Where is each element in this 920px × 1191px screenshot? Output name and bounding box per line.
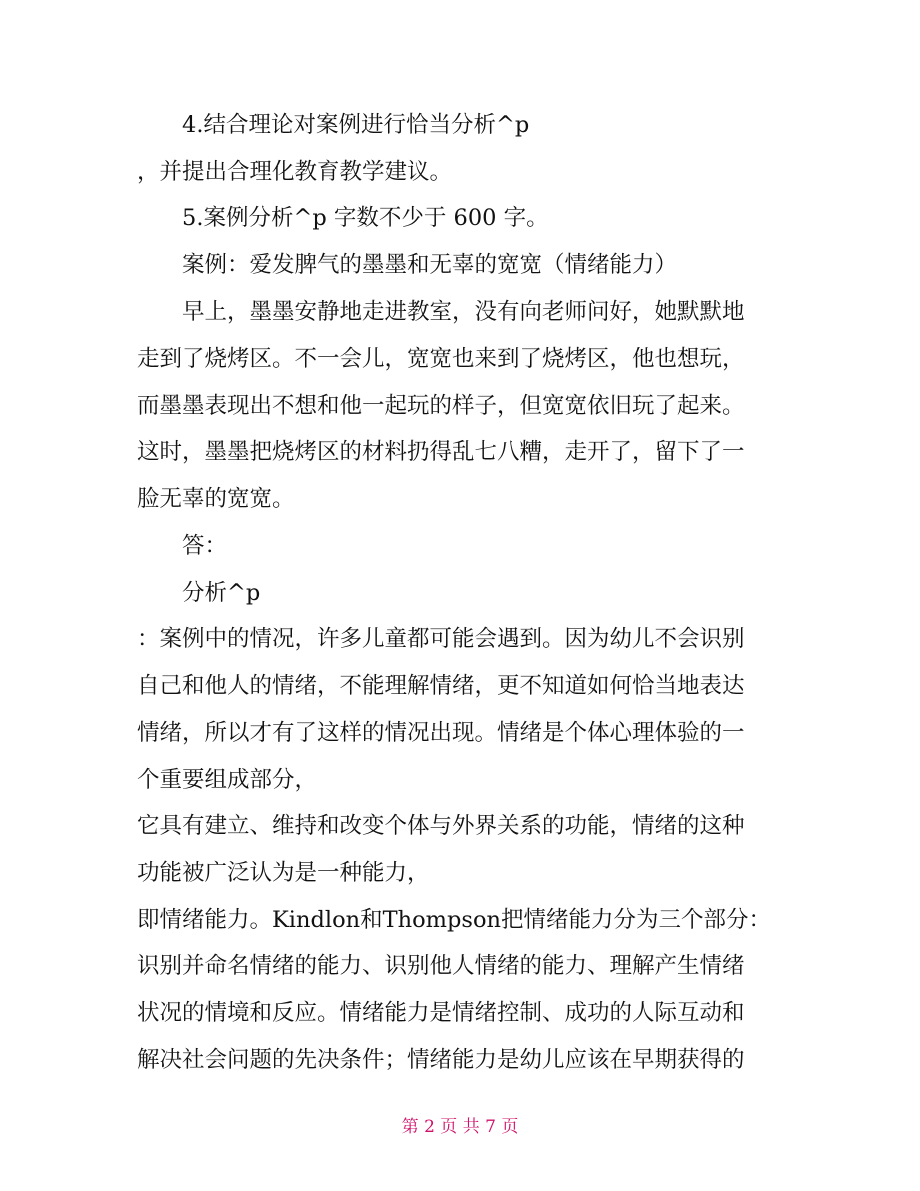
text-line: 个重要组成部分， (137, 767, 318, 793)
text-line: ，并提出合理化教育教学建议。 (137, 159, 453, 185)
text-line: 答： (182, 533, 228, 559)
text-line: 早上，墨墨安静地走进教室，没有向老师问好，她默默地 (182, 299, 745, 325)
text-line: 状况的情境和反应。情绪能力是情绪控制、成功的人际互动和 (137, 1000, 745, 1026)
text-line: 功能被广泛认为是一种能力， (137, 860, 430, 886)
text-line: 脸无辜的宽宽。 (137, 486, 295, 512)
text-line: 4.结合理论对案例进行恰当分析^p (182, 112, 530, 138)
text-line: 即情绪能力。Kindlon和Thompson把情绪能力分为三个部分： (137, 907, 771, 933)
text-line: 它具有建立、维持和改变个体与外界关系的功能，情绪的这种 (137, 813, 745, 839)
text-line: 5.案例分析^p 字数不少于 600 字。 (182, 205, 549, 231)
text-line: 情绪，所以才有了这样的情况出现。情绪是个体心理体验的一 (137, 720, 745, 746)
text-line: 分析^p (182, 580, 261, 606)
text-line: 识别并命名情绪的能力、识别他人情绪的能力、理解产生情绪 (137, 953, 745, 979)
text-line: 这时，墨墨把烧烤区的材料扔得乱七八糟，走开了，留下了一 (137, 439, 745, 465)
text-line: 而墨墨表现出不想和他一起玩的样子，但宽宽依旧玩了起来。 (137, 393, 745, 419)
text-line: 走到了烧烤区。不一会儿，宽宽也来到了烧烤区，他也想玩， (137, 346, 745, 372)
text-line: 解决社会问题的先决条件；情绪能力是幼儿应该在早期获得的 (137, 1047, 745, 1073)
text-line: 自己和他人的情绪，不能理解情绪，更不知道如何恰当地表达 (137, 673, 745, 699)
text-line: 案例：爱发脾气的墨墨和无辜的宽宽（情绪能力） (182, 252, 678, 278)
text-line: ：案例中的情况，许多儿童都可能会遇到。因为幼儿不会识别 (137, 626, 745, 652)
page-number-footer: 第 2 页 共 7 页 (401, 1117, 519, 1137)
